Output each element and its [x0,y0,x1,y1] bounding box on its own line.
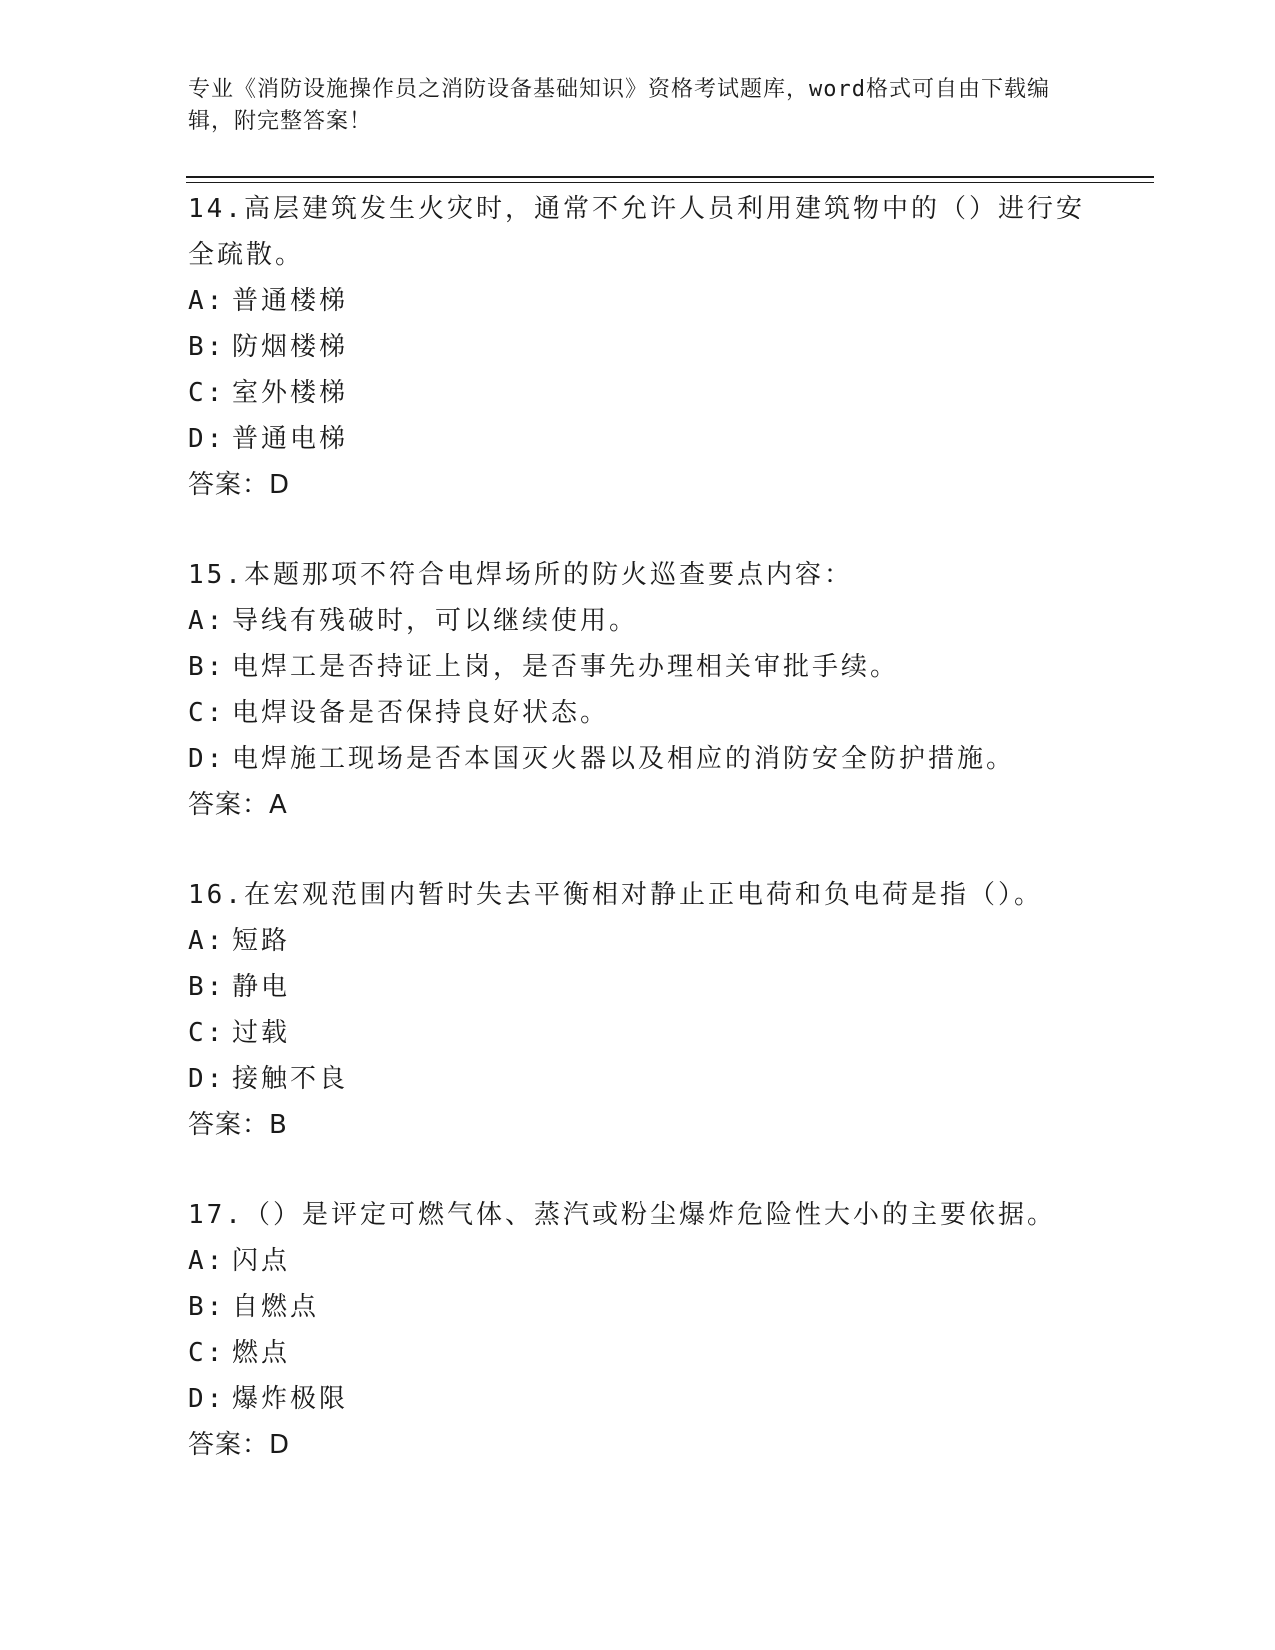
question-15 [188,552,1088,828]
option-a [188,598,1088,644]
option-text: 闪点 [232,1246,291,1276]
question-stem: 15.本题那项不符合电焊场所的防火巡查要点内容： [188,560,853,590]
option-text: 普通楼梯 [232,286,349,316]
option-key: D: [188,424,226,454]
option-key: C: [188,378,226,408]
option-key: D: [188,744,226,774]
option-c [188,1010,1088,1056]
option-b [188,1284,1088,1330]
option-text: 爆炸极限 [232,1384,349,1414]
option-key: A: [188,1246,226,1276]
option-text: 自燃点 [232,1292,320,1322]
option-d [188,416,1088,462]
option-text: 过载 [232,1018,291,1048]
option-key: A: [188,286,226,316]
option-key: C: [188,1018,226,1048]
question-stem: 17.（）是评定可燃气体、蒸汽或粉尘爆炸危险性大小的主要依据。 [188,1200,1056,1230]
header-divider-thin [186,182,1154,183]
question-17 [188,1192,1088,1468]
option-text: 接触不良 [232,1064,349,1094]
option-text: 室外楼梯 [232,378,349,408]
option-a [188,278,1088,324]
option-text: 电焊工是否持证上岗，是否事先办理相关审批手续。 [232,652,900,682]
option-a [188,918,1088,964]
option-a [188,1238,1088,1284]
answer-line: 答案：D [188,1430,291,1460]
option-c [188,1330,1088,1376]
header-divider-thick [186,176,1154,178]
option-b [188,964,1088,1010]
option-text: 导线有残破时，可以继续使用。 [232,606,639,636]
option-text: 燃点 [232,1338,291,1368]
question-16 [188,872,1088,1148]
option-d [188,1376,1088,1422]
option-text: 静电 [232,972,291,1002]
option-b [188,644,1088,690]
option-key: C: [188,698,226,728]
option-text: 防烟楼梯 [232,332,349,362]
option-c [188,690,1088,736]
option-key: B: [188,1292,226,1322]
option-key: B: [188,652,226,682]
option-text: 短路 [232,926,291,956]
option-b [188,324,1088,370]
question-14 [188,186,1088,508]
question-stem: 16.在宏观范围内暂时失去平衡相对静止正电荷和负电荷是指（）。 [188,880,1043,910]
option-key: D: [188,1064,226,1094]
option-text: 电焊设备是否保持良好状态。 [232,698,610,728]
option-d [188,736,1088,782]
question-stem: 14.高层建筑发生火灾时，通常不允许人员利用建筑物中的（）进行安全疏散。 [188,194,1085,270]
option-key: B: [188,972,226,1002]
answer-line: 答案：A [188,790,288,820]
option-key: C: [188,1338,226,1368]
option-key: D: [188,1384,226,1414]
option-c [188,370,1088,416]
option-text: 普通电梯 [232,424,349,454]
answer-line: 答案：D [188,470,291,500]
option-text: 电焊施工现场是否本国灭火器以及相应的消防安全防护措施。 [232,744,1016,774]
option-key: A: [188,606,226,636]
option-key: B: [188,332,226,362]
document-header: 专业《消防设施操作员之消防设备基础知识》资格考试题库，word格式可自由下载编辑，附完整答案！ [188,77,1050,134]
option-key: A: [188,926,226,956]
answer-line: 答案：B [188,1110,288,1140]
option-d [188,1056,1088,1102]
